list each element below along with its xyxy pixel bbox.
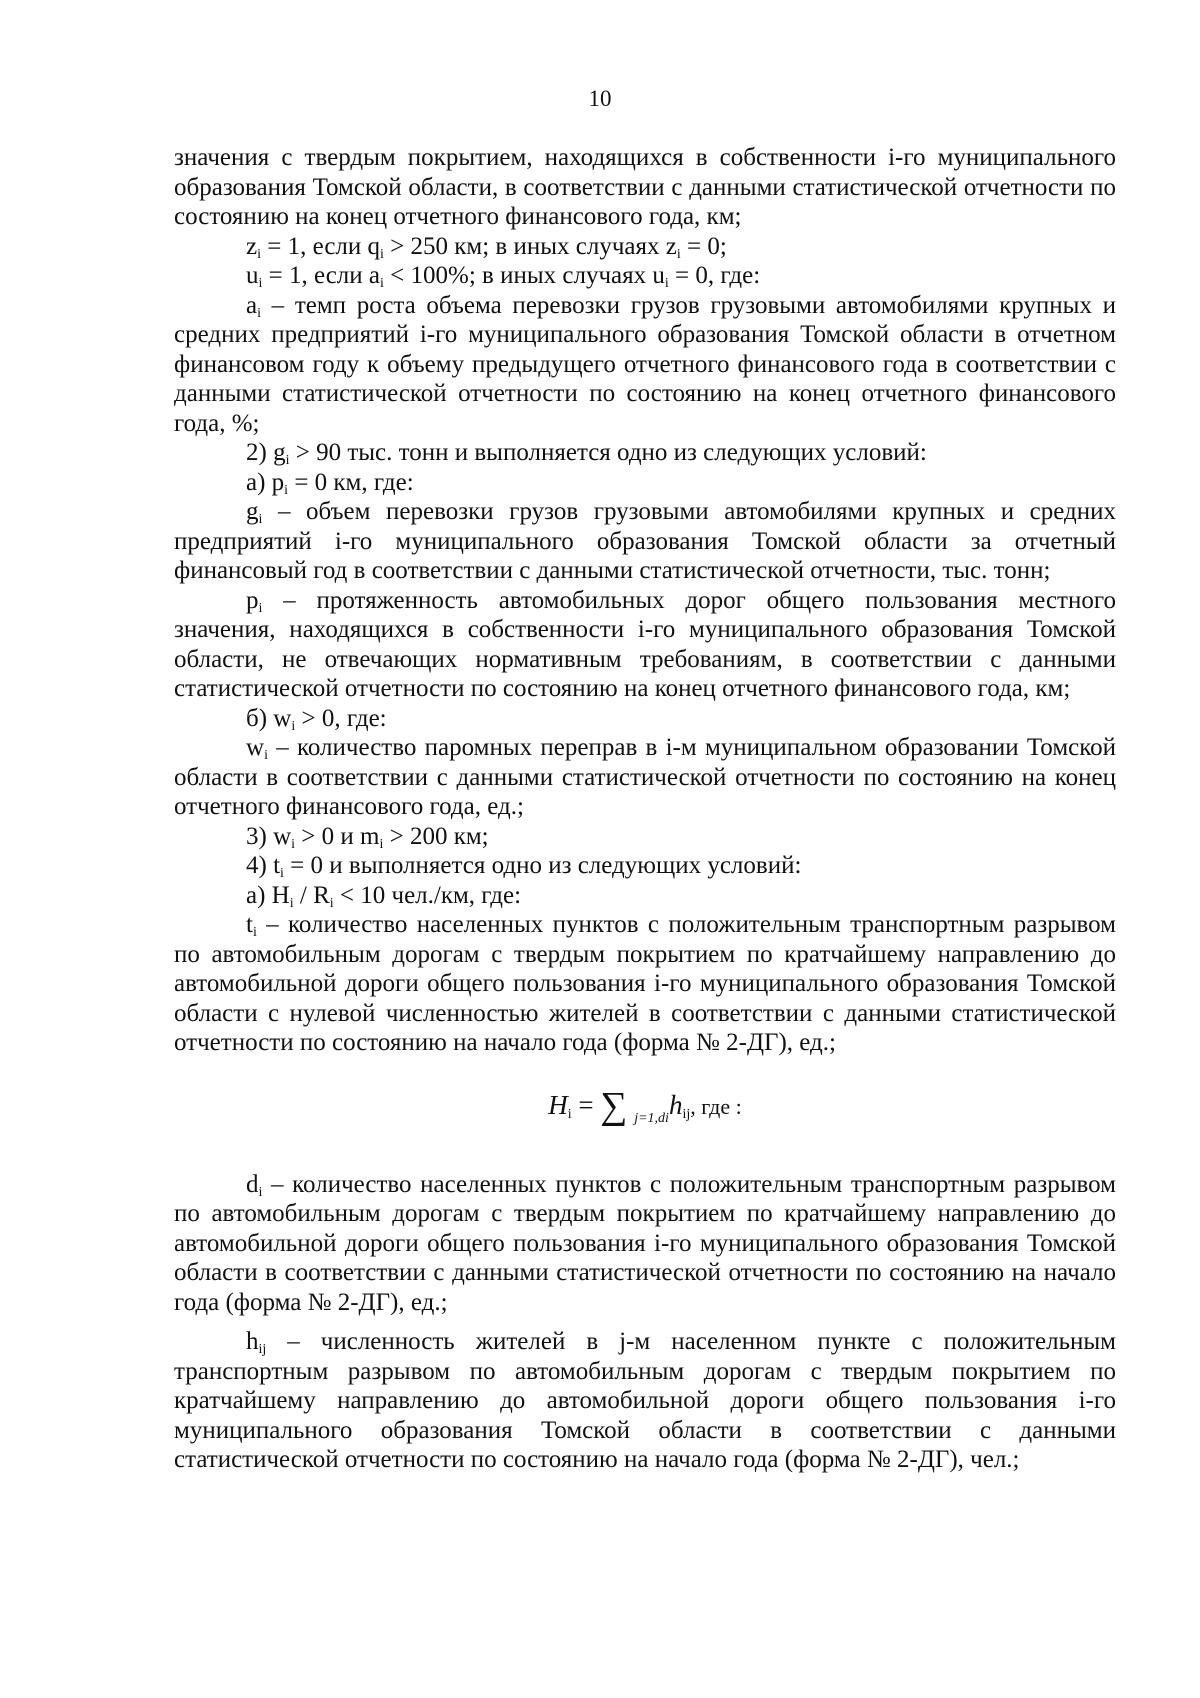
formula-equals: = [571, 1089, 601, 1120]
formula-lhs-sub: i [567, 1106, 572, 1122]
sum-symbol: ∑ [600, 1084, 628, 1127]
paragraph-1: значения с твердым покрытием, находящихся в собственности i-го муниципального образования Томской области, в соответствии с данными статистической отчетности по состоянию на конец отчетного финансового года, км; [174, 144, 1116, 230]
paragraph-9: б) $w_i > 0$, где: [246, 704, 387, 734]
document-body [174, 143, 1116, 1475]
paragraph-13: а) $H_i / R_i < 10$ чел./км, где: [246, 881, 522, 911]
formula-lhs: H [548, 1089, 568, 1120]
paragraph-7: $g_i$ – объем перевозки грузов грузовыми автомобилями крупных и средних предприятий i-го муниципального образования Томской области за отчетный финансовый год в соответствии с данными статистической отчетности, тыс. тонн; [174, 498, 1116, 584]
paragraph-4: $a_i$ – темп роста объема перевозки грузов грузовыми автомобилями крупных и средних предприятий i-го муниципального образования Томской области в отчетном финансовом году к объему предыдущего отчетного финансового года в соответствии с данными статистической отчетности по состоянию на конец отчетного финансового года, %; [174, 291, 1116, 437]
formula-term-sub: ij [682, 1106, 691, 1122]
paragraph-5: 2) $g_i > 90$ тыс. тонн и выполняется одно из следующих условий: [246, 439, 927, 468]
page-number: 10 [588, 86, 612, 111]
paragraph-3: $u_i = 1$, если $a_i < 100\%$; в иных случаях $u_i = 0$, где: [246, 262, 761, 291]
formula-term: h [668, 1089, 683, 1120]
paragraph-15: $d_i$ – количество населенных пунктов с положительным транспортным разрывом по автомобильным дорогам с твердым покрытием по кратчайшему направлению до автомобильной дороги общего пользования i-го муниципального образования Томской области в соответствии с данными статистической отчетности по состоянию на начало года (форма № 2-ДГ), ед.; [174, 1170, 1116, 1316]
paragraph-2: $z_i = 1$, если $q_i > 250$ км; в иных случаях $z_i = 0$; [246, 232, 727, 262]
paragraph-16: $h_{ij}$ – численность жителей в j-м населенном пункте с положительным транспортным разрывом по автомобильным дорогам с твердым покрытием по кратчайшему направлению до автомобильной дороги общего пользования i-го муниципального образования Томской области в соответствии с данными статистической отчетности по состоянию на начало года (форма № 2-ДГ), чел.; [174, 1328, 1116, 1473]
paragraph-10: $w_i$ – количество паромных переправ в i-м муниципальном образовании Томской области в соответствии с данными статистической отчетности по состоянию на конец отчетного финансового года, ед.; [174, 734, 1116, 820]
paragraph-11: 3) $w_i > 0$ и $m_i > 200$ км; [246, 822, 489, 852]
paragraph-6: а) $p_i = 0$ км, где: [246, 468, 414, 498]
formula-tail: , где : [690, 1093, 742, 1119]
paragraph-8: $p_i$ – протяженность автомобильных дорог общего пользования местного значения, находящихся в собственности i-го муниципального образования Томской области, не отвечающих нормативным требованиям, в соответствии с данными статистической отчетности по состоянию на конец отчетного финансового года, км; [174, 586, 1116, 702]
formula-range: j=1,di [634, 1110, 669, 1126]
formula-h-sum [174, 1082, 1116, 1130]
paragraph-14: $t_i$ – количество населенных пунктов с положительным транспортным разрывом по автомобильным дорогам с твердым покрытием по кратчайшему направлению до автомобильной дороги общего пользования i-го муниципального образования Томской области с нулевой численностью жителей в соответствии с данными статистической отчетности по состоянию на начало года (форма № 2-ДГ), ед.; [174, 911, 1116, 1056]
paragraph-12: 4) $t_i = 0$ и выполняется одно из следующих условий: [246, 852, 802, 881]
